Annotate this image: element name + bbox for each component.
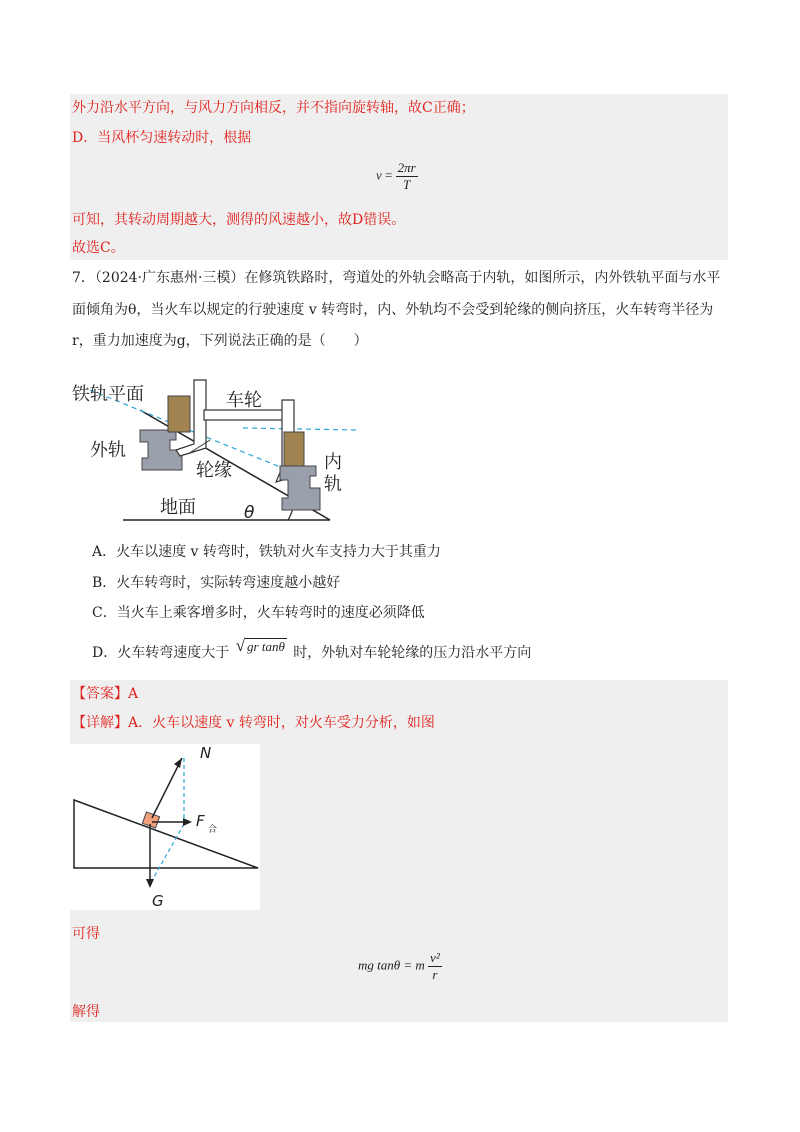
d-conclusion-text: 可知，其转动周期越大，测得的风速越小，故D错误。 [72,212,406,228]
option-d-prefix: D．火车转弯速度大于 [92,645,230,661]
c-conclusion-text: 外力沿水平方向，与风力方向相反，并不指向旋转轴，故C正确； [72,100,475,116]
force-diagram [70,744,260,910]
axle [204,410,284,420]
label-outer-rail: 外轨 [90,440,126,461]
option-d-suffix: 时，外轨对车轮轮缘的压力沿水平方向 [293,645,532,661]
jiede-text: 解得 [72,1004,100,1020]
label-flange: 轮缘 [196,460,232,481]
formula-fraction [396,160,418,193]
formula-denominator: T [403,177,411,192]
equation-numerator: v² [430,950,440,965]
detail-line [72,713,435,733]
option-c: C．当火车上乘客增多时，火车转弯时的速度必须降低 [92,605,425,621]
option-d [92,636,532,663]
question-line-1: 7．（2024·广东惠州·三模）在修筑铁路时，弯道处的外轨会略高于内轨，如图所示，内外铁轨平面与水平 [72,270,721,286]
centripetal-equation [358,950,442,983]
choose-answer-text: 故选C。 [72,240,125,256]
answer-label: 【答案】A [72,686,139,702]
detail-text: A．火车以速度 v 转弯时，对火车受力分析，如图 [128,715,435,731]
label-n: N [200,744,212,762]
railway-figure [68,370,368,530]
question-line-3: r，重力加速度为g，下列说法正确的是（ ） [72,333,368,349]
detail-label: 【详解】 [72,715,128,731]
option-d-sqrt: √ gr tanθ [235,636,285,655]
formula-numerator: 2πr [397,160,416,175]
velocity-formula: v = $\frac{2\pi r}{T}$ [376,160,416,192]
equation-denominator: r [432,967,438,982]
inner-wheel-block [284,432,304,466]
equation-fraction [428,950,442,983]
label-f-sub: 合 [208,825,218,835]
option-a: A．火车以速度 v 转弯时，铁轨对火车支持力大于其重力 [92,544,441,560]
horizontal-dashed [243,428,358,430]
option-b: B．火车转弯时，实际转弯速度越小越好 [92,575,341,591]
label-ground: 地面 [160,497,196,518]
label-inner-rail-2: 轨 [324,474,342,495]
label-g: G [152,892,164,910]
equation-lhs: mg tanθ = m [358,957,425,973]
d-intro-text: D．当风杯匀速转动时，根据 [72,130,252,146]
question-line-2: 面倾角为θ，当火车以规定的行驶速度 v 转弯时，内、外轨均不会受到轮缘的侧向挤压，火车转弯半径为 [72,302,714,318]
outer-wheel-block [168,396,190,432]
label-track-plane: 铁轨平面 [72,384,144,405]
formula-lhs: v [376,167,382,183]
kede-text: 可得 [72,926,100,942]
label-inner-rail-1: 内 [324,452,342,473]
label-f: F [196,812,205,830]
inner-rail [280,466,320,510]
label-theta: θ [244,503,255,523]
label-wheel: 车轮 [226,390,262,411]
